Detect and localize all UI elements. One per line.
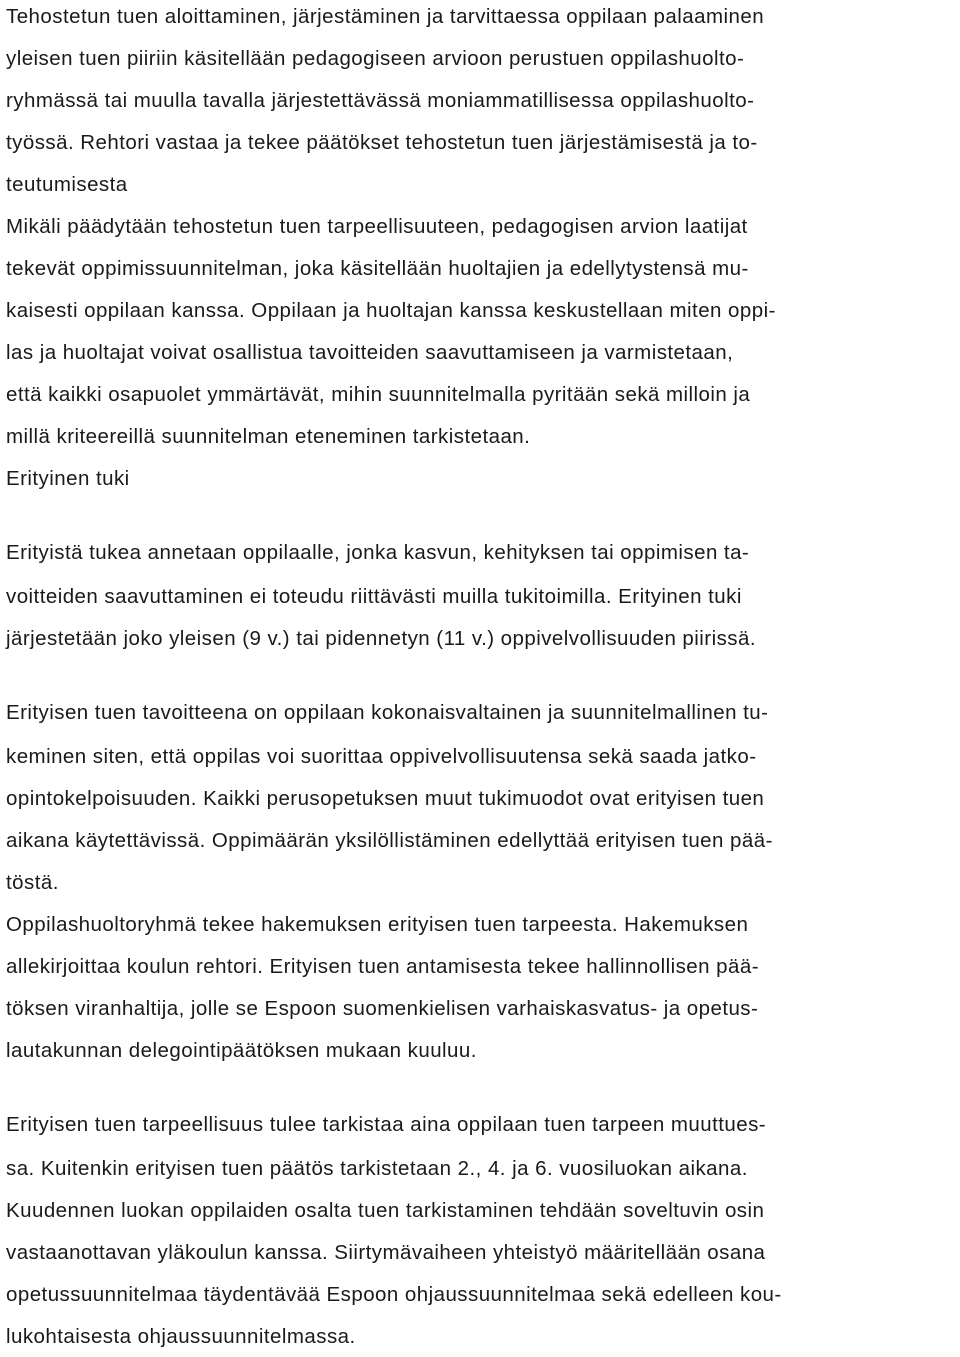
text-line: ryhmässä tai muulla tavalla järjestettävässä moniammatillisessa oppilashuolto- <box>6 89 755 112</box>
text-line: töstä. <box>6 871 59 894</box>
text-line: järjestetään joko yleisen (9 v.) tai pidennetyn (11 v.) oppivelvollisuuden piirissä. <box>6 627 756 650</box>
text-line: Erityisen tuen tarpeellisuus tulee tarkistaa aina oppilaan tuen tarpeen muuttues- <box>6 1113 767 1136</box>
text-line: allekirjoittaa koulun rehtori. Erityisen tuen antamisesta tekee hallinnollisen pää- <box>6 955 759 978</box>
text-line: lautakunnan delegointipäätöksen mukaan kuuluu. <box>6 1039 477 1062</box>
text-line: teutumisesta <box>6 173 128 196</box>
section-heading: Erityinen tuki <box>6 467 130 490</box>
text-line: Erityistä tukea annetaan oppilaalle, jonka kasvun, kehityksen tai oppimisen ta- <box>6 541 750 564</box>
text-line: opintokelpoisuuden. Kaikki perusopetuksen muut tukimuodot ovat erityisen tuen <box>6 787 765 810</box>
text-line: voitteiden saavuttaminen ei toteudu riittävästi muilla tukitoimilla. Erityinen tuki <box>6 585 742 608</box>
text-line: vastaanottavan yläkoulun kanssa. Siirtymävaiheen yhteistyö määritellään osana <box>6 1241 766 1264</box>
text-line: että kaikki osapuolet ymmärtävät, mihin suunnitelmalla pyritään sekä milloin ja <box>6 383 751 406</box>
text-line: töksen viranhaltija, jolle se Espoon suomenkielisen varhaiskasvatus- ja opetus- <box>6 997 759 1020</box>
text-line: sa. Kuitenkin erityisen tuen päätös tarkistetaan 2., 4. ja 6. vuosiluokan aikana. <box>6 1157 748 1180</box>
text-line: tekevät oppimissuunnitelman, joka käsitellään huoltajien ja edellytystensä mu- <box>6 257 749 280</box>
text-line: Tehostetun tuen aloittaminen, järjestäminen ja tarvittaessa oppilaan palaaminen <box>6 5 765 28</box>
text-line: las ja huoltajat voivat osallistua tavoitteiden saavuttamiseen ja varmistetaan, <box>6 341 734 364</box>
text-line: Mikäli päädytään tehostetun tuen tarpeellisuuteen, pedagogisen arvion laatijat <box>6 215 748 238</box>
text-line: keminen siten, että oppilas voi suorittaa oppivelvollisuutensa sekä saada jatko- <box>6 745 757 768</box>
text-line: yleisen tuen piiriin käsitellään pedagogiseen arvioon perustuen oppilashuolto- <box>6 47 745 70</box>
text-line: kaisesti oppilaan kanssa. Oppilaan ja huoltajan kanssa keskustellaan miten oppi- <box>6 299 776 322</box>
text-line: lukohtaisesta ohjaussuunnitelmassa. <box>6 1325 356 1348</box>
text-line: aikana käytettävissä. Oppimäärän yksilöllistäminen edellyttää erityisen tuen pää- <box>6 829 773 852</box>
text-line: opetussuunnitelmaa täydentävää Espoon ohjaussuunnitelmaa sekä edelleen kou- <box>6 1283 782 1306</box>
text-line: työssä. Rehtori vastaa ja tekee päätökset tehostetun tuen järjestämisestä ja to- <box>6 131 758 154</box>
text-line: Kuudennen luokan oppilaiden osalta tuen tarkistaminen tehdään soveltuvin osin <box>6 1199 765 1222</box>
text-line: Erityisen tuen tavoitteena on oppilaan kokonaisvaltainen ja suunnitelmallinen tu- <box>6 701 769 724</box>
text-line: millä kriteereillä suunnitelman eteneminen tarkistetaan. <box>6 425 531 448</box>
text-line: Oppilashuoltoryhmä tekee hakemuksen erityisen tuen tarpeesta. Hakemuksen <box>6 913 749 936</box>
